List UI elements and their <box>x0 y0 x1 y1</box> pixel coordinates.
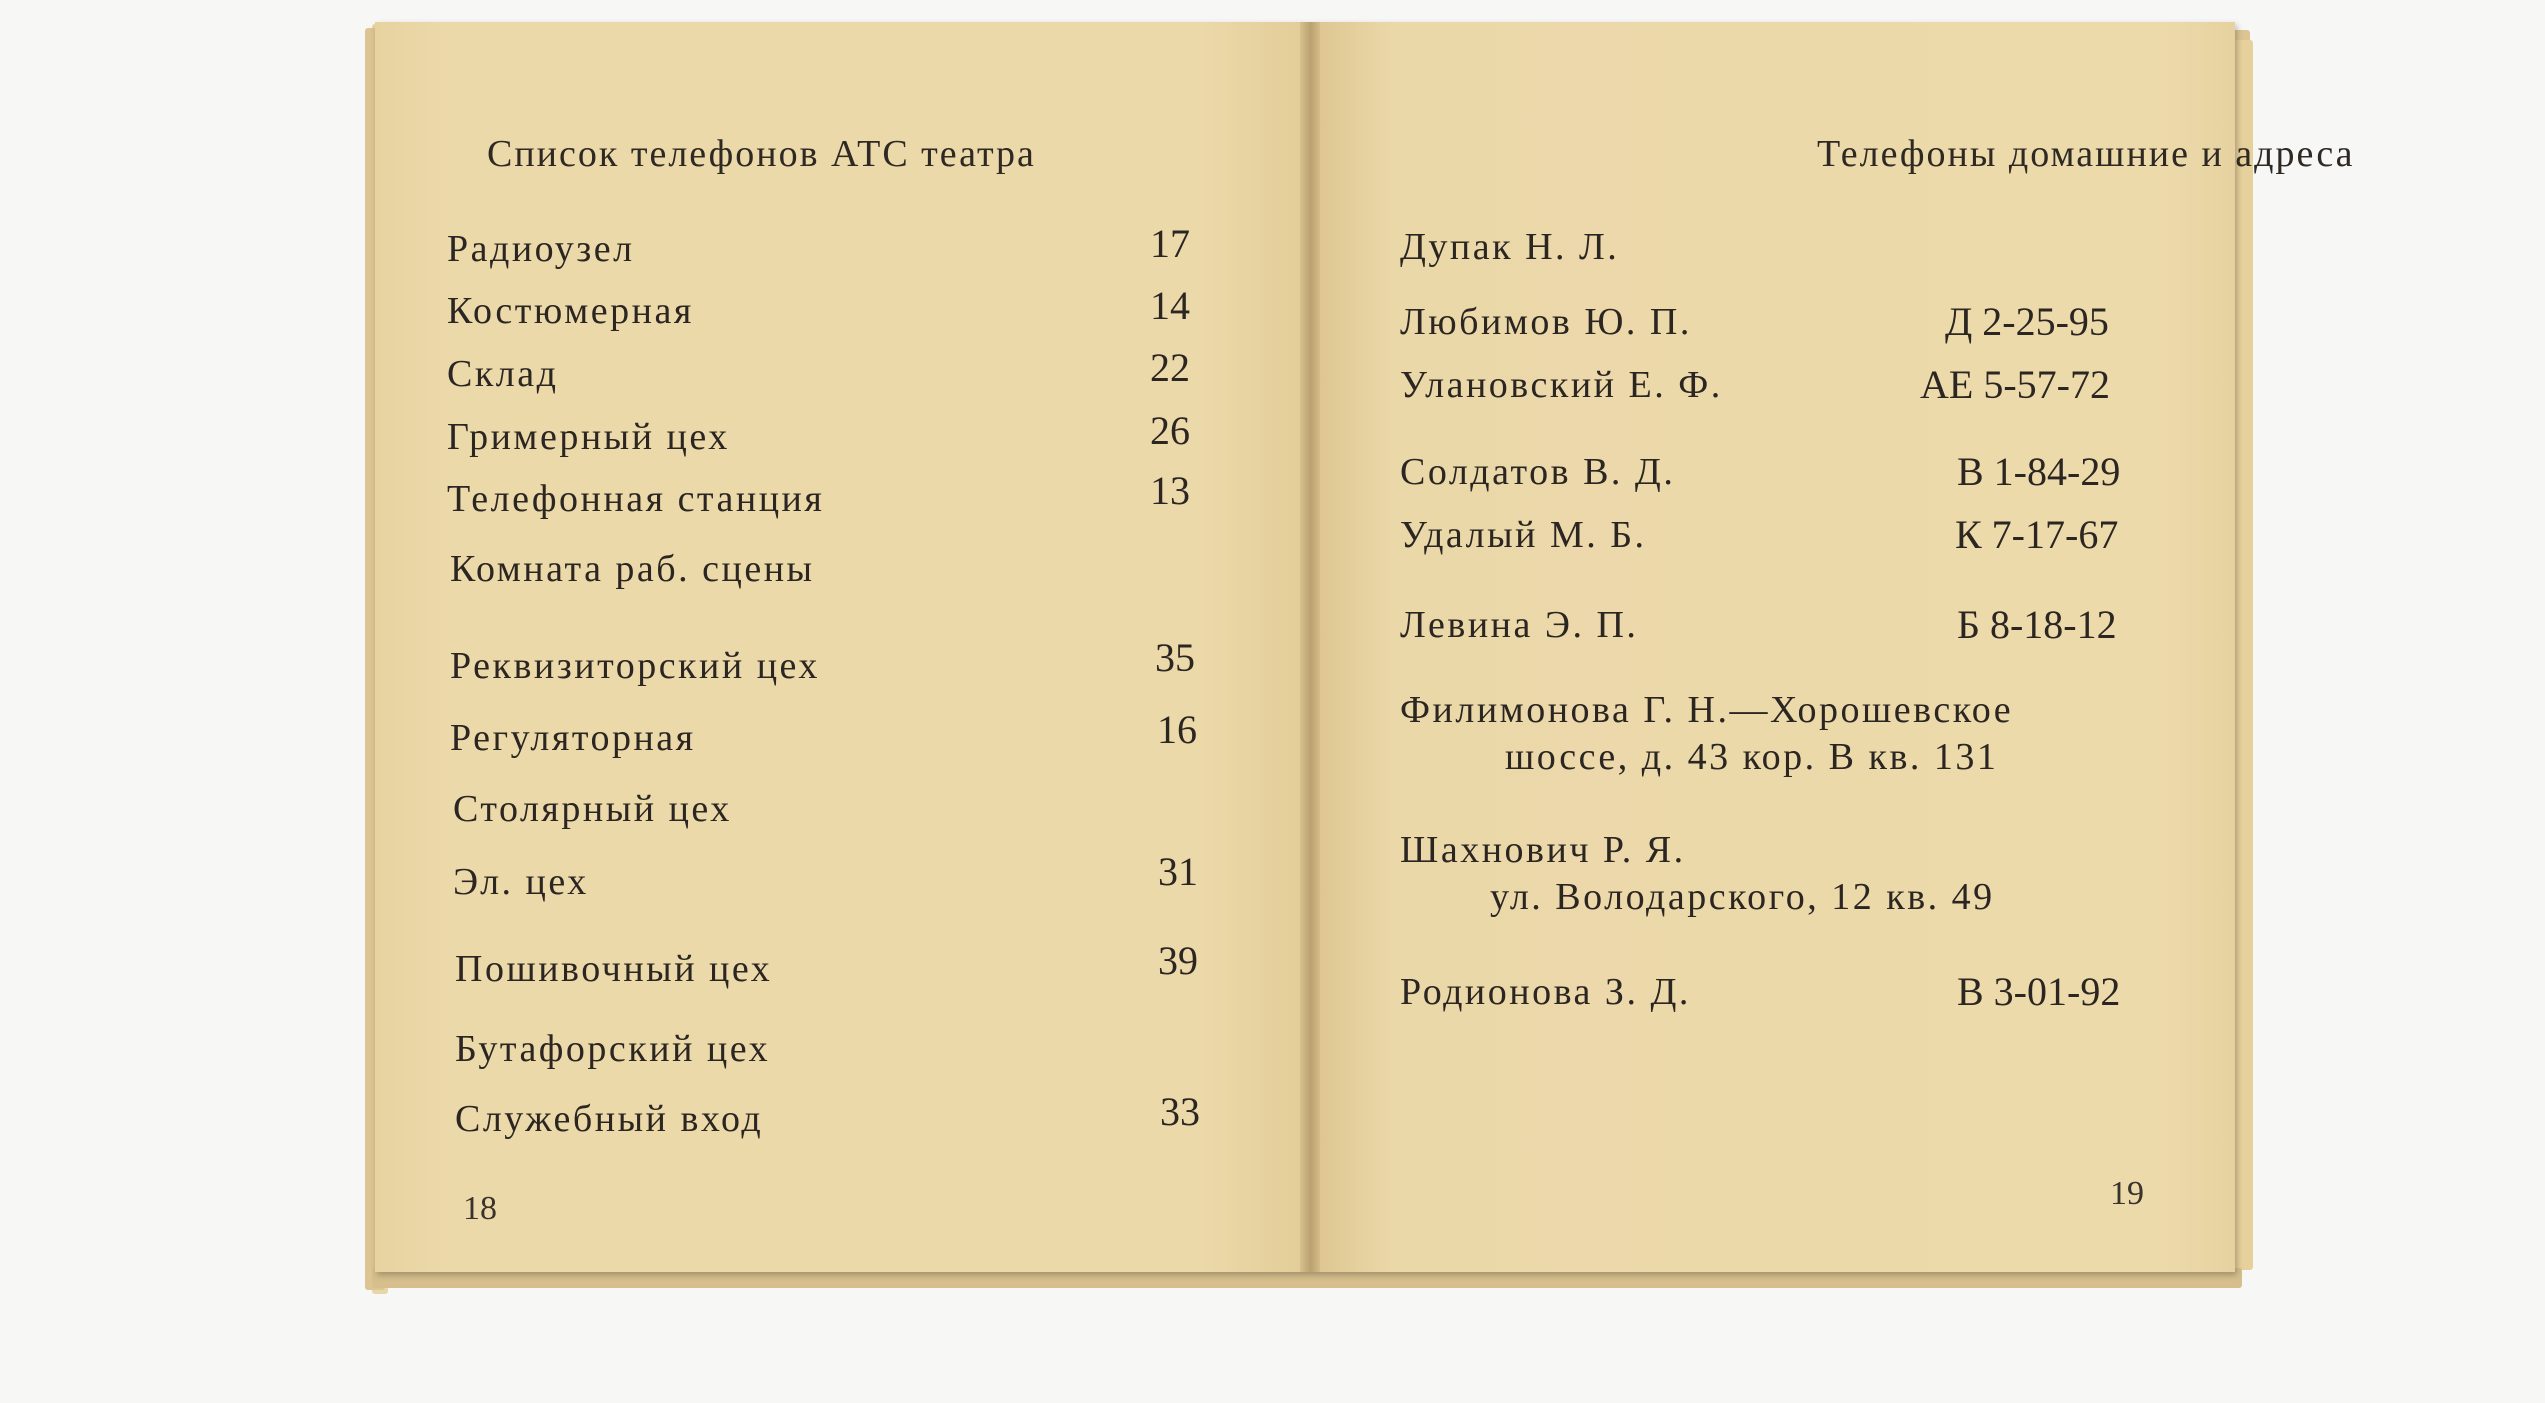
contact-phone: В 3-01-92 <box>1957 969 2121 1014</box>
phone-entry-name: Регуляторная <box>450 717 696 759</box>
phone-entry-number: 35 <box>1155 635 1195 680</box>
phone-entry-name: Столярный цех <box>453 788 732 830</box>
phone-entry-number: 17 <box>1150 221 1190 266</box>
page-title: Телефоны домашние и адреса <box>1817 133 2355 175</box>
book-gutter <box>1300 22 1320 1272</box>
contact-name: Любимов Ю. П. <box>1400 301 1692 343</box>
contact-address-line: Филимонова Г. Н.—Хорошевское <box>1400 689 2014 731</box>
contact-phone: Д 2-25-95 <box>1945 299 2109 344</box>
page-title: Список телефонов АТС театра <box>487 133 1036 175</box>
page-number: 19 <box>2110 1175 2144 1212</box>
phone-entry-name: Комната раб. сцены <box>450 548 815 590</box>
contact-name: Дупак Н. Л. <box>1400 226 1620 268</box>
phone-entry-name: Служебный вход <box>455 1098 764 1140</box>
phone-entry-name: Склад <box>447 353 559 395</box>
contact-address-line: ул. Володарского, 12 кв. 49 <box>1490 876 1995 918</box>
phone-entry-number: 13 <box>1150 468 1190 513</box>
contact-phone: В 1-84-29 <box>1957 449 2121 494</box>
contact-name: Улановский Е. Ф. <box>1400 364 1723 406</box>
phone-entry-number: 39 <box>1158 938 1198 983</box>
phone-entry-number: 33 <box>1160 1089 1200 1134</box>
phone-entry-number: 16 <box>1157 707 1197 752</box>
phone-entry-name: Телефонная станция <box>447 478 825 520</box>
left-page <box>375 22 1310 1272</box>
contact-name: Солдатов В. Д. <box>1400 451 1676 493</box>
phone-entry-number: 14 <box>1150 283 1190 328</box>
phone-entry-name: Костюмерная <box>447 290 694 332</box>
phone-entry-name: Радиоузел <box>447 228 635 270</box>
open-booklet <box>375 22 2355 1272</box>
contact-name: Левина Э. П. <box>1400 604 1639 646</box>
phone-entry-name: Бутафорский цех <box>455 1028 771 1070</box>
phone-entry-number: 26 <box>1150 408 1190 453</box>
contact-address-line: Шахнович Р. Я. <box>1400 829 1686 871</box>
phone-entry-number: 22 <box>1150 345 1190 390</box>
phone-entry-name: Реквизиторский цех <box>450 645 820 687</box>
contact-phone: АЕ 5-57-72 <box>1920 362 2110 407</box>
contact-phone: Б 8-18-12 <box>1957 602 2117 647</box>
contact-name: Родионова З. Д. <box>1400 971 1691 1013</box>
phone-entry-name: Пошивочный цех <box>455 948 773 990</box>
contact-name: Удалый М. Б. <box>1400 514 1647 556</box>
phone-entry-name: Гримерный цех <box>447 416 730 458</box>
page-number: 18 <box>463 1190 497 1227</box>
contact-address-line: шоссе, д. 43 кор. В кв. 131 <box>1505 736 1999 778</box>
contact-phone: К 7-17-67 <box>1955 512 2119 557</box>
phone-entry-number: 31 <box>1158 849 1198 894</box>
phone-entry-name: Эл. цех <box>453 861 589 903</box>
